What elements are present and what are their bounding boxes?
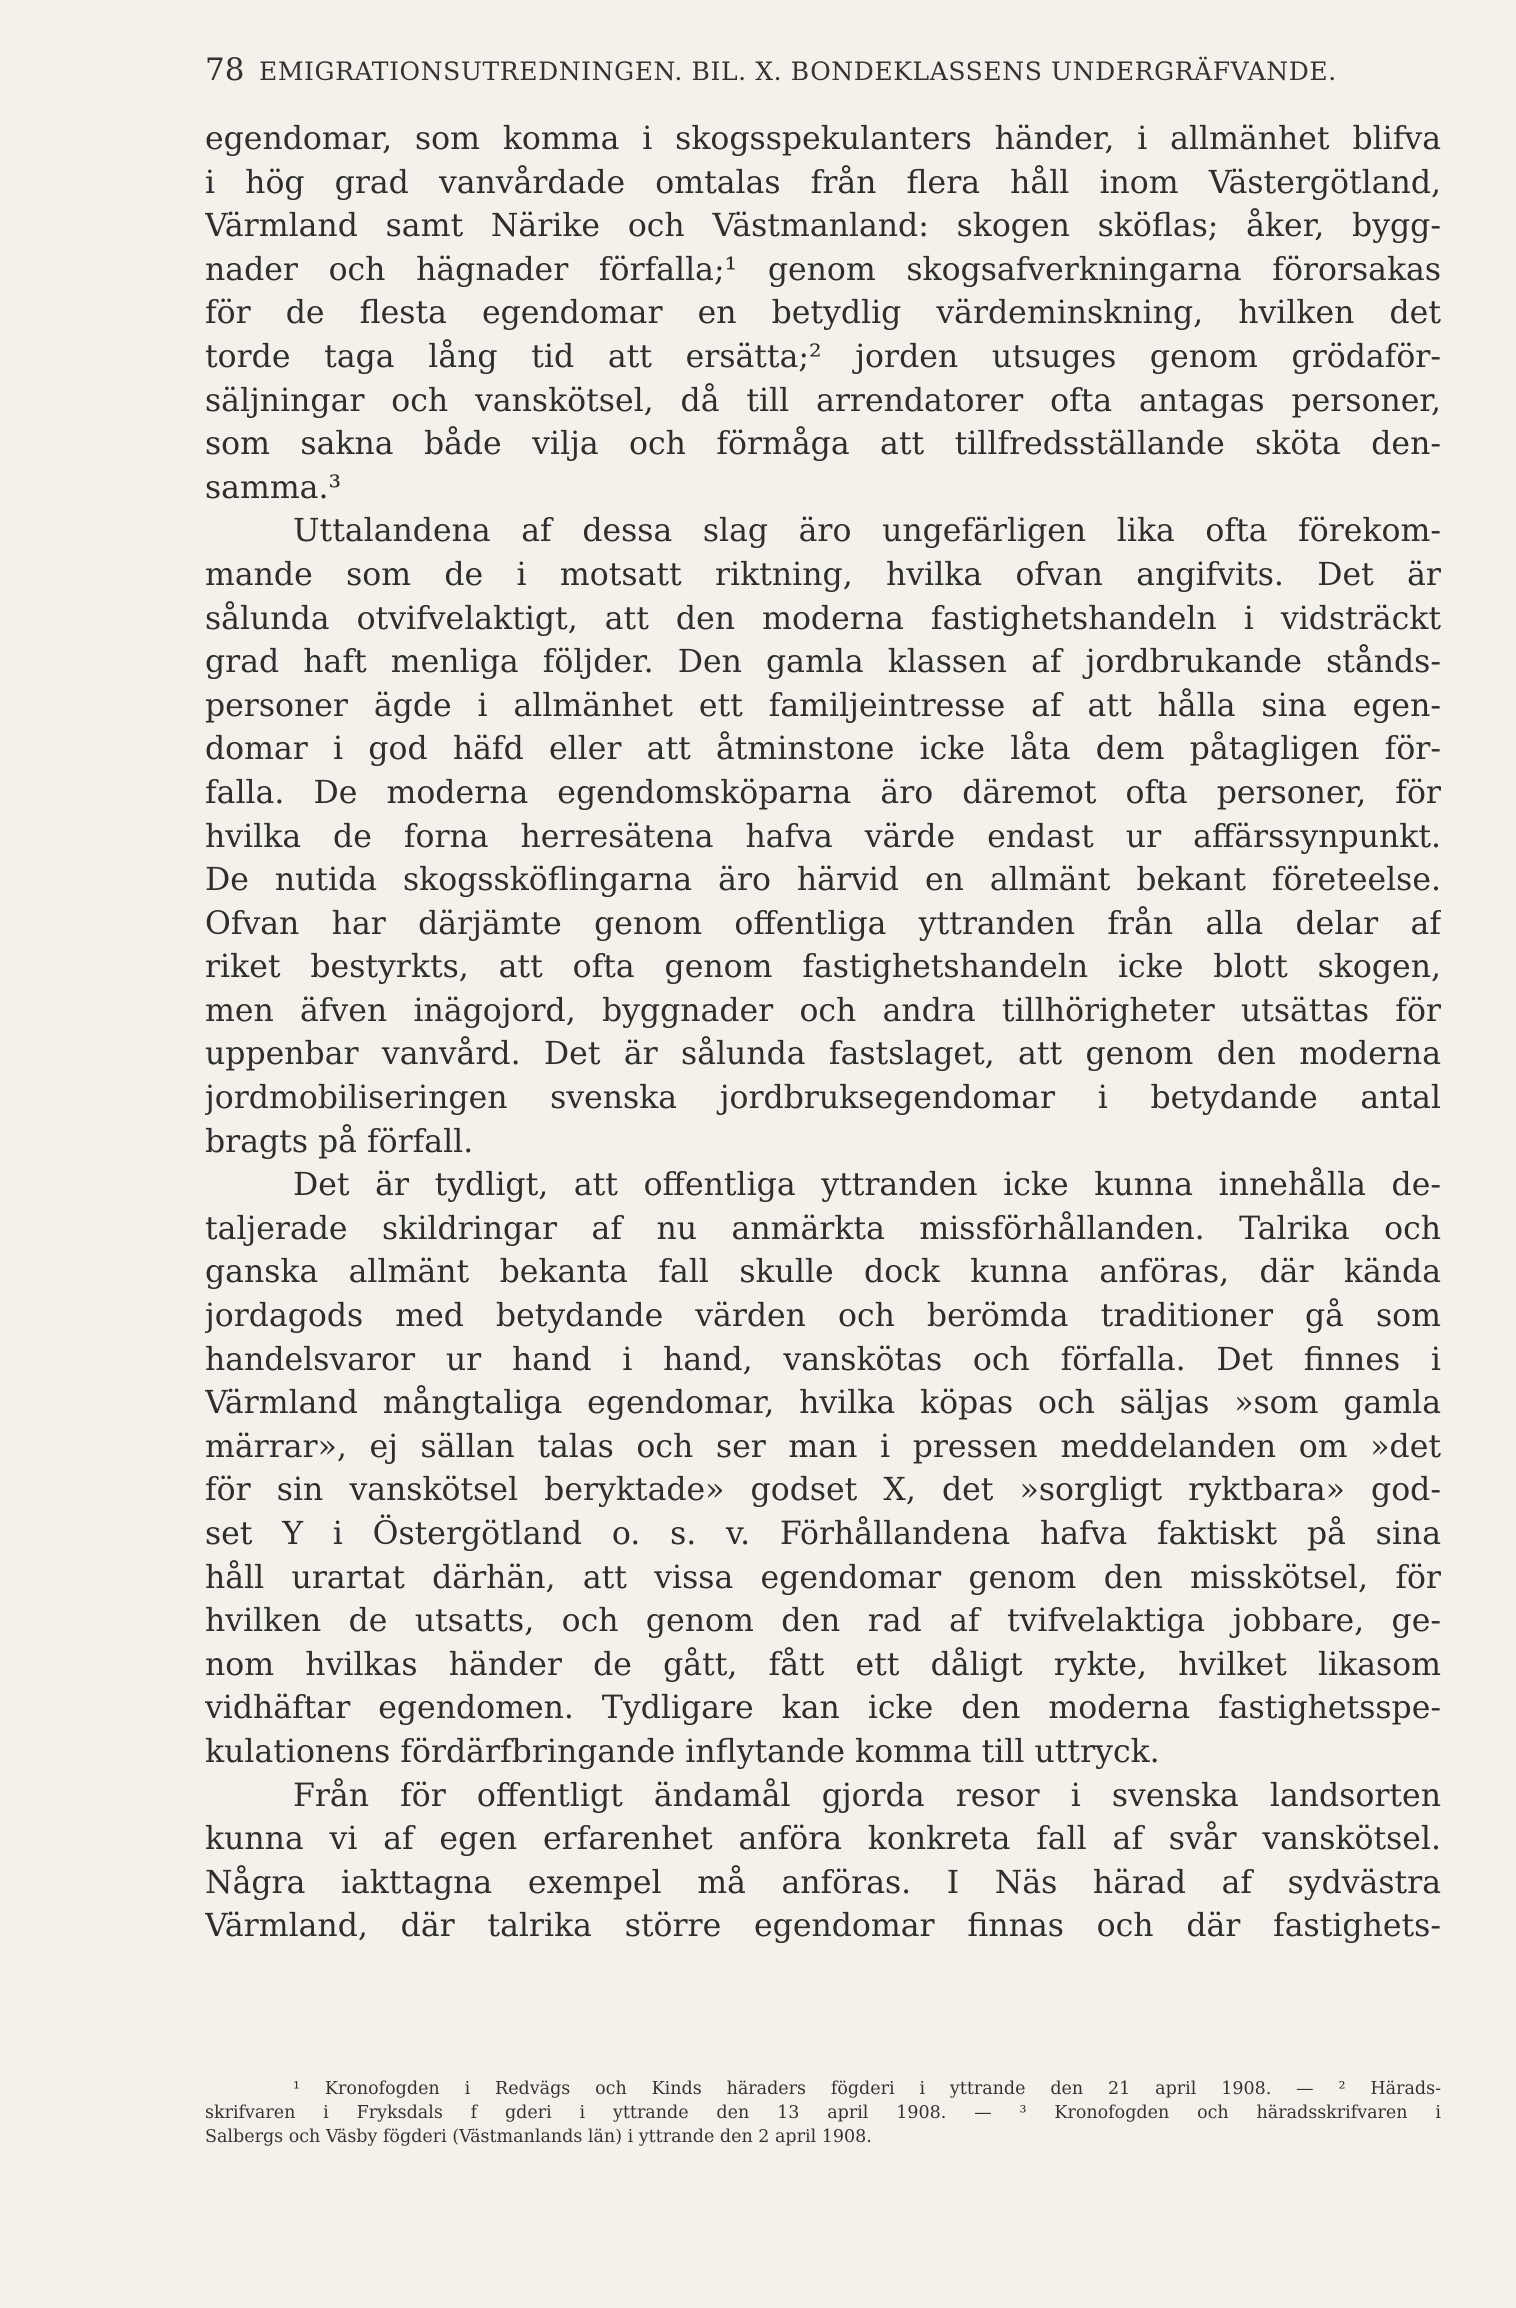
text-line: i hög grad vanvårdade omtalas från flera håll inom Västergötland, <box>205 164 1441 201</box>
text-line: nom hvilkas händer de gått, fått ett dåligt rykte, hvilket likasom <box>205 1646 1441 1683</box>
text-line: kulationens fördärfbringande inflytande komma till uttryck. <box>205 1733 1160 1770</box>
paragraph-start-line: Uttalandena af dessa slag äro ungefärligen lika ofta förekom- <box>293 513 1441 550</box>
text-line: grad haft menliga följder. Den gamla klassen af jordbrukande stånds- <box>205 644 1441 681</box>
text-line: Ofvan har därjämte genom offentliga yttranden från alla delar af <box>205 905 1441 942</box>
text-line: taljerade skildringar af nu anmärkta missförhållanden. Talrika och <box>205 1210 1441 1247</box>
running-title: EMIGRATIONSUTREDNINGEN. BIL. X. BONDEKLASSENS UNDERGRÄFVANDE. <box>259 57 1337 86</box>
text-line: men äfven inägojord, byggnader och andra tillhörigheter utsättas för <box>205 992 1441 1029</box>
text-line: märrar», ej sällan talas och ser man i pressen meddelanden om »det <box>205 1428 1441 1465</box>
text-line: set Y i Östergötland o. s. v. Förhållandena hafva faktiskt på sina <box>205 1516 1441 1552</box>
page-number: 78 <box>205 52 245 88</box>
running-header <box>205 52 1441 88</box>
footnote-line: ¹ Kronofogden i Redvägs och Kinds häraders fögderi i yttrande den 21 april 1908. — ² Härads- <box>293 2079 1441 2099</box>
text-line: jordmobiliseringen svenska jordbruksegendomar i betydande antal <box>205 1080 1441 1117</box>
text-line: egendomar, som komma i skogsspekulanters händer, i allmänhet blifva <box>205 121 1441 157</box>
text-line: personer ägde i allmänhet ett familjeintresse af att hålla sina egen- <box>205 687 1441 724</box>
text-line: riket bestyrkts, att ofta genom fastighetshandeln icke blott skogen, <box>205 949 1441 986</box>
paragraph-start-line: Från för offentligt ändamål gjorda resor i svenska landsorten <box>293 1777 1441 1814</box>
paragraph-start-line: Det är tydligt, att offentliga yttranden icke kunna innehålla de- <box>293 1167 1441 1204</box>
text-line: mande som de i motsatt riktning, hvilka ofvan angifvits. Det är <box>205 556 1441 593</box>
text-line: samma.³ <box>205 469 342 506</box>
text-line: nader och hägnader förfalla;¹ genom skogsafverkningarna förorsakas <box>205 251 1441 288</box>
text-line: handelsvaror ur hand i hand, vanskötas och förfalla. Det finnes i <box>205 1341 1441 1378</box>
text-line: vidhäftar egendomen. Tydligare kan icke den moderna fastighetsspe- <box>205 1690 1441 1727</box>
text-line: som sakna både vilja och förmåga att tillfredsställande sköta den- <box>205 426 1441 463</box>
text-line: bragts på förfall. <box>205 1123 474 1160</box>
text-line: ganska allmänt bekanta fall skulle dock kunna anföras, där kända <box>205 1254 1441 1291</box>
text-line: säljningar och vanskötsel, då till arrendatorer ofta antagas personer, <box>205 382 1441 419</box>
text-line: kunna vi af egen erfarenhet anföra konkreta fall af svår vanskötsel. <box>205 1821 1441 1858</box>
text-line: De nutida skogssköflingarna äro härvid en allmänt bekant företeelse. <box>205 862 1441 899</box>
footnote-line: skrifvaren i Fryksdals f gderi i yttrande den 13 april 1908. — ³ Kronofogden och häradsskrifvaren i <box>205 2103 1441 2123</box>
footnotes <box>205 2077 1441 2149</box>
text-line: Värmland samt Närike och Västmanland: skogen sköflas; åker, bygg- <box>205 208 1441 245</box>
text-line: hvilken de utsatts, och genom den rad af tvifvelaktiga jobbare, ge- <box>205 1603 1441 1640</box>
footnote-line: Salbergs och Väsby fögderi (Västmanlands län) i yttrande den 2 april 1908. <box>205 2127 872 2147</box>
body-text <box>205 118 1441 1949</box>
text-line: hvilka de forna herresätena hafva värde endast ur affärssynpunkt. <box>205 818 1441 855</box>
text-line: falla. De moderna egendomsköparna äro däremot ofta personer, för <box>205 774 1441 811</box>
text-line: jordagods med betydande värden och berömda traditioner gå som <box>205 1298 1441 1335</box>
text-line: för de flesta egendomar en betydlig värdeminskning, hvilken det <box>205 295 1441 332</box>
text-line: för sin vanskötsel beryktade» godset X, det »sorgligt ryktbara» god- <box>205 1472 1441 1509</box>
text-line: uppenbar vanvård. Det är sålunda fastslaget, att genom den moderna <box>205 1036 1441 1073</box>
text-line: domar i god häfd eller att åtminstone icke låta dem påtagligen för- <box>205 731 1441 768</box>
text-line: torde taga lång tid att ersätta;² jorden utsuges genom grödaför- <box>205 338 1441 375</box>
text-line: sålunda otvifvelaktigt, att den moderna fastighetshandeln i vidsträckt <box>205 600 1441 637</box>
text-line: Värmland mångtaliga egendomar, hvilka köpas och säljas »som gamla <box>205 1385 1441 1422</box>
text-line: Några iakttagna exempel må anföras. I Näs härad af sydvästra <box>205 1864 1441 1901</box>
text-line: håll urartat därhän, att vissa egendomar genom den misskötsel, för <box>205 1559 1441 1596</box>
text-line: Värmland, där talrika större egendomar finnas och där fastighets- <box>205 1908 1441 1945</box>
